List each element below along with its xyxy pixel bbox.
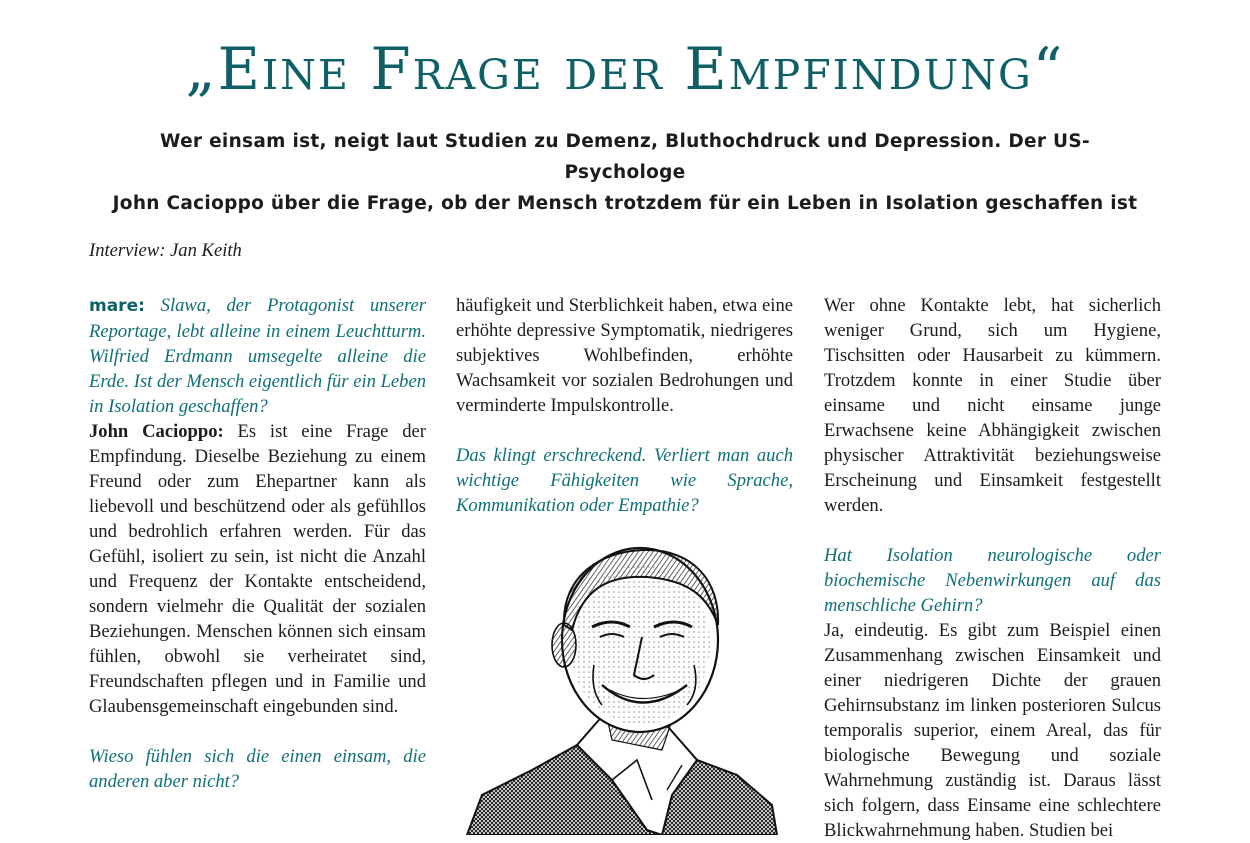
column-2 (456, 293, 793, 518)
article-title: „Eine Frage der Empfindung“ (185, 35, 1065, 103)
speaker-mare: mare (89, 296, 139, 316)
answer-4: Ja, eindeutig. Es gibt zum Beispiel einen Zusammenhang zwischen Einsamkeit und einer niedrigeren Dichte der grauen Gehirnsubstanz im linken posterioren Sulcus temporalis superior, einem Areal, das für biologische Bewegung und soziale Wahrnehmung zuständig ist. Daraus lässt sich folgern, dass Einsame eine schlechtere Blickwahrnehmung haben. Studien bei (824, 620, 1161, 841)
answer-1-text: Es ist eine Frage der Empfindung. Dieselbe Beziehung zu einem Freund oder zum Ehepartner kann als liebevoll und beschützend oder als gefühllos und bedrohlich erfahren werden. Für das Gefühl, isoliert zu sein, ist nicht die Anzahl und Frequenz der Kontakte entscheidend, sondern vielmehr die Qualität der sozialen Beziehungen. Menschen können sich einsam fühlen, obwohl sie verheiratet sind, Freundschaften pflegen und in Familie und Glaubensgemeinschaft eingebunden sind. (89, 421, 426, 717)
paragraph-gap (89, 719, 426, 744)
portrait-illustration (462, 545, 782, 835)
question-1 (89, 293, 426, 419)
answer-3: Wer ohne Kontakte lebt, hat sicherlich weniger Grund, sich um Hygiene, Tischsitten oder Hausarbeit zu kümmern. Trotzdem konnte in einer Studie über einsame und nicht einsame junge Erwachsene keine Abhängigkeit zwischen physischer Attraktivität beziehungsweise Erscheinung und Einsamkeit festgestellt werden. (824, 295, 1161, 516)
paragraph-gap (456, 418, 793, 443)
answer-1 (89, 419, 426, 719)
speaker-cacioppo: John Cacioppo: (89, 421, 224, 442)
speaker-colon: : (138, 296, 145, 316)
subtitle-line-1: Wer einsam ist, neigt laut Studien zu Demenz, Bluthochdruck und Depression. Der US-Psychologe (160, 131, 1090, 183)
paragraph-gap (824, 518, 1161, 543)
question-4: Hat Isolation neurologische oder biochemische Nebenwirkungen auf das menschliche Gehirn? (824, 545, 1161, 616)
question-3: Das klingt erschreckend. Verliert man auch wichtige Fähigkeiten wie Sprache, Kommunikation oder Empathie? (456, 445, 793, 516)
question-1-text: Slawa, der Protagonist unserer Reportage, lebt alleine in einem Leuchtturm. Wilfried Erdmann umsegelte alleine die Erde. Ist der Mensch eigentlich für ein Leben in Isolation geschaffen? (89, 295, 427, 417)
byline: Interview: Jan Keith (89, 240, 242, 261)
portrait-icon (462, 545, 782, 835)
article-subtitle (100, 126, 1150, 219)
column-1 (89, 293, 426, 794)
column-3 (824, 293, 1161, 843)
subtitle-line-2: John Cacioppo über die Frage, ob der Mensch trotzdem für ein Leben in Isolation geschaffen ist (112, 193, 1138, 214)
question-2: Wieso fühlen sich die einen einsam, die anderen aber nicht? (89, 746, 426, 792)
answer-continued: häufigkeit und Sterblichkeit haben, etwa eine erhöhte depressive Symptomatik, niedrigeres subjektives Wohlbefinden, erhöhte Wachsamkeit vor sozialen Bedrohungen und verminderte Impulskontrolle. (456, 295, 793, 416)
